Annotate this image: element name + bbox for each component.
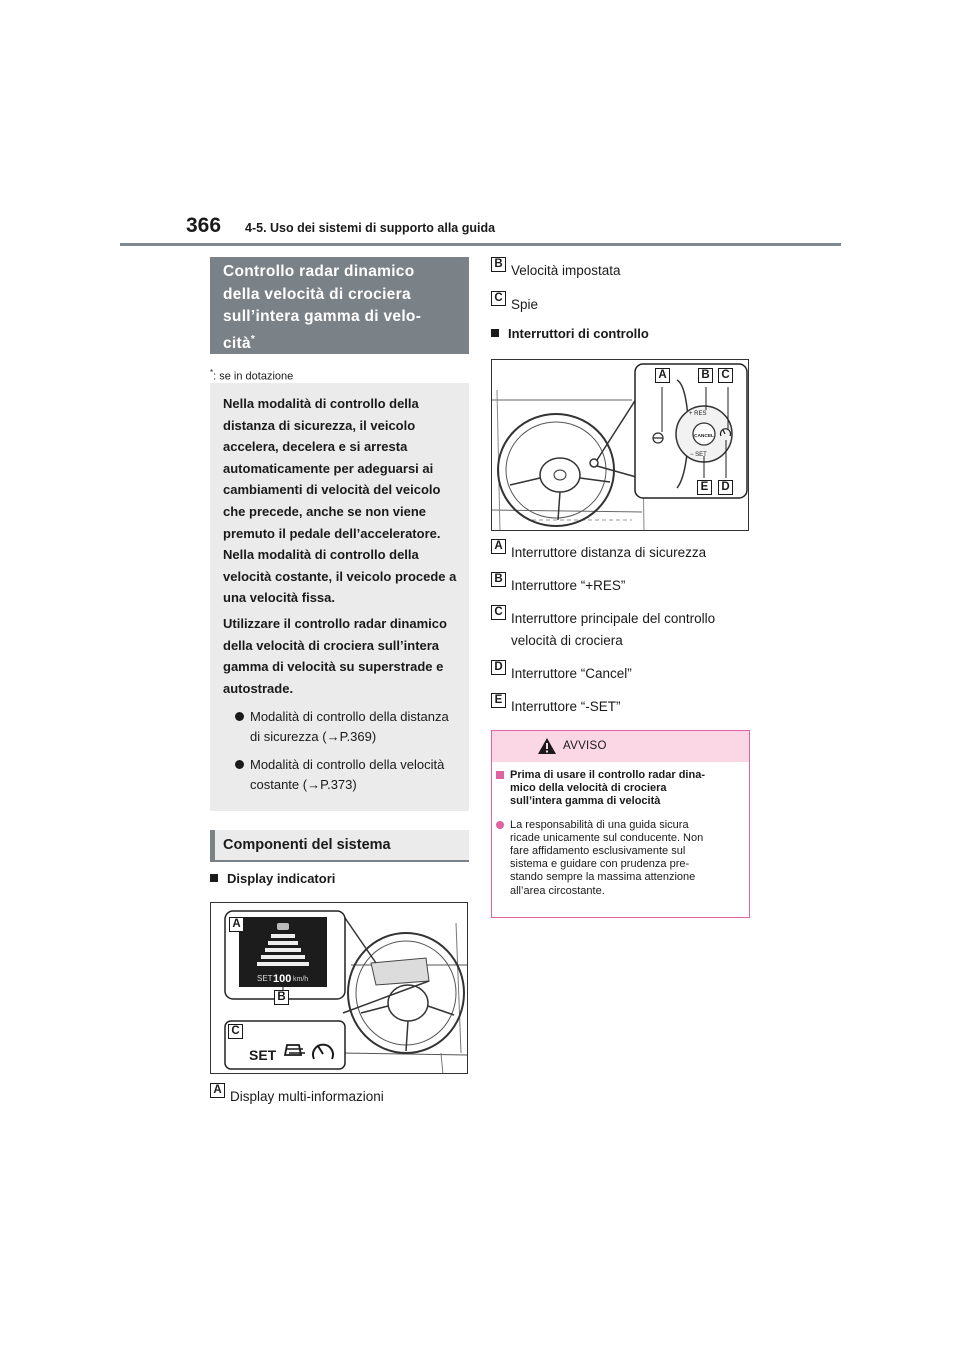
warning-heading: Prima di usare il controllo radar dina- mico della velocità di crociera sull’intera gamma di velocità xyxy=(492,769,749,809)
display-speed-unit: km/h xyxy=(293,976,309,983)
display-speed-value: 100 xyxy=(273,973,292,985)
warning-box xyxy=(491,730,750,918)
warning-header xyxy=(492,731,749,762)
switch-label-a: A xyxy=(655,368,670,383)
cancel-switch-text: CANCEL xyxy=(694,434,714,439)
display-indicators-heading: Display indicatori xyxy=(210,871,335,886)
switches-illustration xyxy=(492,360,749,531)
figure-label-a: A xyxy=(229,917,244,932)
section-title: 4-5. Uso dei sistemi di supporto alla guida xyxy=(245,221,496,235)
indicator-set-text: SET xyxy=(249,1047,277,1063)
header-divider xyxy=(120,243,841,246)
warning-title: AVVISO xyxy=(563,740,607,752)
footnote-marker: * xyxy=(250,333,256,345)
chapter-title-line-1: Controllo radar dinamico xyxy=(223,263,415,280)
figure-label-c: C xyxy=(228,1024,243,1039)
intro-paragraph-1: Nella modalità di controllo della distanza di sicurezza, il veicolo accelera, decelera e si arresta automaticamente per adeguarsi ai cambiamenti di velocità del veicolo che precede, anche se non viene premuto il pedale dell’acceleratore. Nella modalità di controllo della velocità costante, il veicolo procede a una velocità fissa. xyxy=(223,396,457,606)
chapter-title-box xyxy=(210,257,469,354)
chapter-title-line-4: cità* xyxy=(223,333,256,352)
switch-label-c: C xyxy=(718,368,733,383)
switches-figure xyxy=(491,359,749,531)
intro-paragraph-2: Utilizzare il controllo radar dinamico della velocità di crociera sull’intera gamma di velocità su superstrade e autostrade. xyxy=(223,615,447,696)
bullet-constant-speed-mode[interactable]: Modalità di controllo della velocità costante (→P.373) xyxy=(223,755,459,795)
switch-label-d: D xyxy=(718,480,733,495)
set-switch-text: − SET xyxy=(690,452,707,458)
chapter-title-line-3: sull’intera gamma di velo- xyxy=(223,308,422,325)
intro-box xyxy=(210,383,469,811)
components-heading: Componenti del sistema xyxy=(210,830,469,862)
switch-label-e: E xyxy=(697,480,712,495)
page-number: 366 xyxy=(186,214,222,237)
footnote: *: se in dotazione xyxy=(210,368,294,383)
chapter-title-line-2: della velocità di crociera xyxy=(223,285,411,303)
warning-body: La responsabilità di una guida sicura ricade unicamente sul conducente. Non fare affidamento esclusivamente sul sistema e guidare con prudenza pre- stando sempre la massima attenzione all’area circostante. xyxy=(492,819,749,898)
display-set-text: SET xyxy=(257,974,273,983)
bullet-distance-mode[interactable]: Modalità di controllo della distanza di sicurezza (→P.369) xyxy=(223,707,459,747)
switch-label-b: B xyxy=(698,368,713,383)
control-switches-heading: Interruttori di controllo xyxy=(491,326,649,341)
display-figure xyxy=(210,902,468,1074)
figure-label-b: B xyxy=(274,990,289,1005)
res-switch-text: + RES xyxy=(689,411,707,417)
warning-triangle-icon xyxy=(537,737,557,755)
display-illustration xyxy=(211,903,468,1074)
